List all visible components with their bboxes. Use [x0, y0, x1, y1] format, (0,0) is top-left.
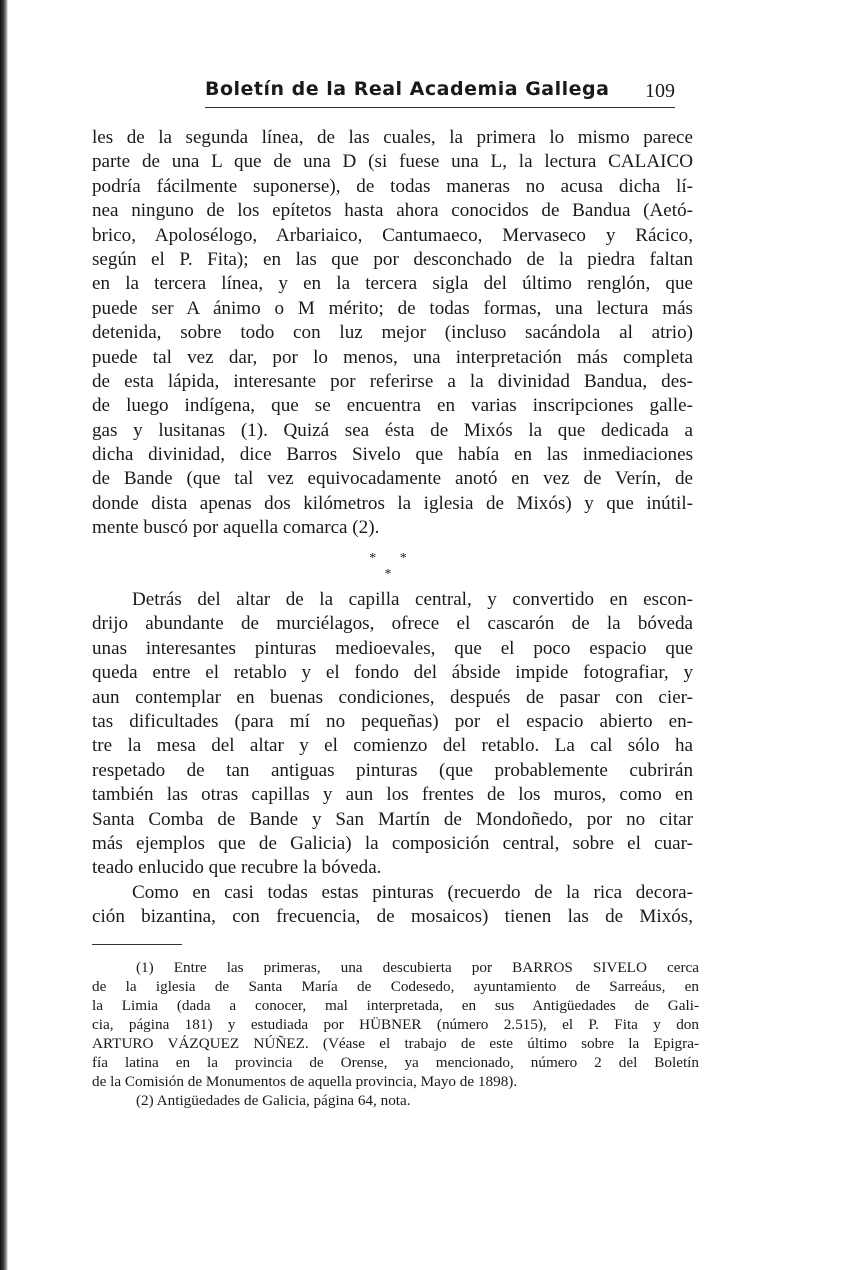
text-line: puede tal vez dar, por lo menos, una interpretación más completa [92, 346, 693, 368]
text-line: unas interesantes pinturas medioevales, que el poco espacio que [92, 637, 693, 659]
text-line: Detrás del altar de la capilla central, y convertido en escon- [132, 589, 693, 610]
text-line: Santa Comba de Bande y San Martín de Mondoñedo, por no citar [92, 808, 693, 830]
text-line: teado enlucido que recubre la bóveda. [92, 857, 382, 879]
text-line: en la tercera línea, y en la tercera sigla del último renglón, que [92, 273, 693, 295]
text-line: también las otras capillas y aun los frentes de los muros, como en [92, 784, 693, 806]
footnote-1-line: de la Comisión de Monumentos de aquella provincia, Mayo de 1898). [92, 1073, 518, 1090]
text-line: más ejemplos que de Galicia) la composición central, sobre el cuar- [92, 832, 693, 854]
text-line: gas y lusitanas (1). Quizá sea ésta de Mixós la que dedicada a [92, 419, 693, 441]
footnotes [92, 958, 699, 1110]
text-line: mente buscó por aquella comarca (2). [92, 517, 380, 539]
page-binding-edge [0, 0, 8, 1270]
text-line: ción bizantina, con frecuencia, de mosaicos) tienen las de Mixós, [92, 906, 693, 928]
footnote-1-line: ARTURO VÁZQUEZ NÚÑEZ. (Véase el trabajo de este último sobre la Epigra- [92, 1035, 699, 1052]
text-line: les de la segunda línea, de las cuales, la primera lo mismo parece [92, 127, 693, 148]
text-line: según el P. Fita); en las que por desconchado de la piedra faltan [92, 248, 693, 270]
text-line: puede ser A ánimo o M mérito; de todas formas, una lectura más [92, 297, 693, 319]
journal-title: Boletín de la Real Academia Gallega [205, 78, 610, 100]
page-number: 109 [645, 80, 675, 102]
footnote-1-line: la Limia (dada a conocer, mal interpretada, en sus Antigüedades de Gali- [92, 997, 699, 1014]
footnote-1-line: cia, página 181) y estudiada por HÜBNER (número 2.515), el P. Fita y don [92, 1016, 699, 1033]
text-line: aun contemplar en buenas condiciones, después de pasar con cier- [92, 686, 693, 708]
text-line: drijo abundante de murciélagos, ofrece el cascarón de la bóveda [92, 613, 693, 635]
footnote-rule [92, 944, 182, 945]
footnote-1-line: de la iglesia de Santa María de Codesedo, ayuntamiento de Sarreáus, en [92, 978, 699, 995]
paragraph-2 [92, 588, 693, 929]
text-line: respetado de tan antiguas pinturas (que probablemente cubrirán [92, 759, 693, 781]
text-line: de esta lápida, interesante por referirse a la divinidad Bandua, des- [92, 370, 693, 392]
text-line: brico, Apolosélogo, Arbariaico, Cantumaeco, Mervaseco y Rácico, [92, 224, 693, 246]
text-line: nea ninguno de los epítetos hasta ahora conocidos de Bandua (Aetó- [92, 200, 693, 222]
footnote-1-line: fía latina en la provincia de Orense, ya mencionado, número 2 del Boletín [92, 1054, 699, 1071]
header-rule [205, 107, 675, 108]
text-line: de luego indígena, que se encuentra en varias inscripciones galle- [92, 395, 693, 417]
footnote-2: (2) Antigüedades de Galicia, página 64, nota. [136, 1092, 411, 1109]
text-line: queda entre el retablo y el fondo del ábside impide fotografiar, y [92, 662, 693, 684]
text-line: de Bande (que tal vez equivocadamente anotó en vez de Verín, de [92, 468, 693, 490]
text-line: donde dista apenas dos kilómetros la iglesia de Mixós) y que inútil- [92, 492, 693, 514]
section-separator: * * * [369, 551, 417, 582]
text-line: tre la mesa del altar y el comienzo del retablo. La cal sólo ha [92, 735, 693, 757]
paragraph-1 [92, 126, 693, 541]
text-line: tas dificultades (para mí no pequeñas) por el espacio abierto en- [92, 710, 693, 732]
footnote-1-line: (1) Entre las primeras, una descubierta por BARROS SIVELO cerca [136, 959, 699, 976]
text-line: dicha divinidad, dice Barros Sivelo que había en las inmediaciones [92, 444, 693, 466]
text-line: Como en casi todas estas pinturas (recuerdo de la rica decora- [132, 881, 693, 903]
running-header [205, 78, 675, 108]
text-line: podría fácilmente suponerse), de todas maneras no acusa dicha lí- [92, 175, 693, 197]
text-line: parte de una L que de una D (si fuese una L, la lectura CALAICO [92, 151, 693, 173]
text-line: detenida, sobre todo con luz mejor (incluso sacándola al atrio) [92, 322, 693, 344]
